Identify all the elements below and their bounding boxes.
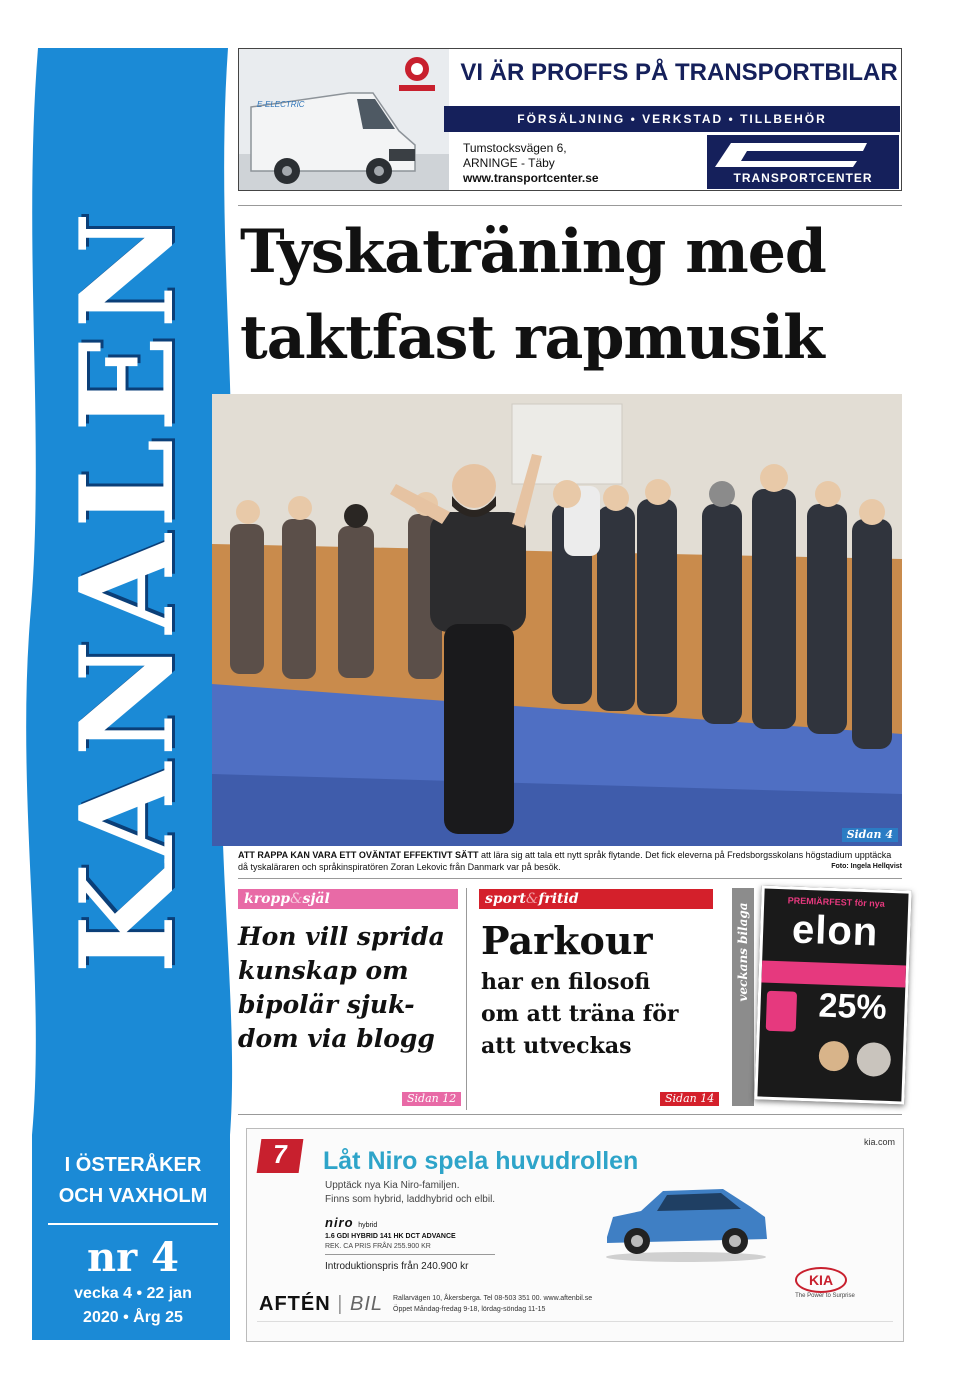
kia-url[interactable]: kia.com bbox=[863, 1137, 895, 1147]
address-line-1: Tumstocksvägen 6, bbox=[463, 141, 567, 155]
supplement-label: veckans bilaga bbox=[736, 902, 750, 1002]
teaser-parkour-title[interactable]: Parkour bbox=[481, 918, 653, 963]
kia-rek-price: REK. CA PRIS FRÅN 255.900 KR bbox=[325, 1243, 431, 1250]
ad-top-headline: VI ÄR PROFFS PÅ TRANSPORTBILAR bbox=[460, 59, 898, 86]
supplement-premiere: PREMIÄRFEST för nya bbox=[787, 895, 885, 909]
main-headline bbox=[240, 217, 900, 373]
logo-text: TRANSPORTCENTER bbox=[733, 171, 873, 185]
dealer-hours: Öppet Måndag-fredag 9-18, lördag-söndag 11-15 bbox=[393, 1306, 546, 1313]
product-icon bbox=[818, 1041, 849, 1072]
logo-mark-icon bbox=[707, 135, 899, 171]
niro-logo bbox=[325, 1215, 377, 1230]
transportcenter-logo bbox=[707, 135, 899, 189]
divider bbox=[238, 1114, 902, 1115]
caption-text: att lära sig att tala ett nytt språk flytande. Det fick eleverna på Fredsborgsskolans högstadium upptäcka då tyskaläraren och språkinspiratören Zoran Lekovic från Danmark var på besök. bbox=[238, 850, 892, 872]
divider bbox=[238, 205, 902, 206]
warranty-badge: 7 bbox=[257, 1139, 304, 1173]
aften-bil-logo: AFTÉN | BIL bbox=[259, 1293, 384, 1315]
teaser-line: om att träna för bbox=[481, 1001, 679, 1027]
teaser-line: dom via blogg bbox=[238, 1024, 435, 1053]
issue-number: nr 4 bbox=[87, 1234, 179, 1281]
dealer-name: AFTÉN bbox=[259, 1293, 331, 1315]
van-image bbox=[239, 49, 449, 190]
ad-top-website[interactable]: www.transportcenter.se bbox=[463, 171, 599, 185]
photo-credit: Foto: Ingela Hellqvist bbox=[831, 863, 902, 870]
photo-page-ref[interactable]: Sidan 4 bbox=[842, 828, 898, 842]
speaker-icon bbox=[766, 991, 797, 1032]
kia-niro-ad[interactable] bbox=[246, 1128, 904, 1342]
van-label: E-ELECTRIC bbox=[257, 100, 305, 109]
teaser-line: att utveckas bbox=[481, 1033, 632, 1059]
kia-subtext bbox=[325, 1179, 495, 1207]
address-line-2: ARNINGE - Täby bbox=[463, 156, 555, 170]
teaser-line: kunskap om bbox=[238, 956, 409, 985]
supplement-side-band bbox=[732, 888, 754, 1106]
classroom-scene bbox=[212, 394, 902, 846]
elon-supplement[interactable] bbox=[754, 885, 911, 1104]
tag-word-2: själ bbox=[302, 891, 330, 907]
supplement-discount: 25% bbox=[817, 986, 888, 1027]
product-icon bbox=[856, 1042, 891, 1077]
divider bbox=[238, 878, 902, 879]
teaser-blog-page-ref[interactable]: Sidan 12 bbox=[402, 1092, 461, 1106]
teaser-line: bipolär sjuk- bbox=[238, 990, 415, 1019]
caption-lead: ATT RAPPA KAN VARA ETT OVÄNTAT EFFEKTIVT SÄTT bbox=[238, 850, 479, 860]
kia-spec: 1.6 GDI HYBRID 141 HK DCT ADVANCE bbox=[325, 1233, 456, 1240]
dealer-info bbox=[393, 1293, 592, 1315]
kia-car-image bbox=[601, 1177, 771, 1263]
niro-wordmark: niro bbox=[325, 1215, 354, 1230]
tag-word-1: kropp bbox=[244, 891, 290, 907]
region-line-1: I ÖSTERÅKER bbox=[64, 1154, 202, 1176]
region-line-2: OCH VAXHOLM bbox=[58, 1185, 208, 1207]
supplement-date-band bbox=[761, 961, 906, 988]
kia-headline: Låt Niro spela huvudrollen bbox=[323, 1147, 639, 1175]
ad-top-address bbox=[463, 141, 599, 186]
masthead bbox=[0, 0, 240, 1378]
date-line-1: vecka 4 • 22 jan bbox=[74, 1285, 192, 1302]
tag-ampersand: & bbox=[290, 891, 303, 907]
dealer-name-bil: BIL bbox=[349, 1293, 384, 1315]
price-divider bbox=[325, 1254, 495, 1255]
masthead-title: KANALEN bbox=[53, 205, 203, 975]
teaser-blog[interactable] bbox=[238, 920, 460, 1056]
column-divider bbox=[466, 888, 467, 1110]
section-tag-sport-fritid[interactable] bbox=[479, 889, 713, 909]
tag-word-1: sport bbox=[485, 891, 526, 907]
photo-caption bbox=[238, 849, 902, 873]
kia-sub-2: Finns som hybrid, laddhybrid och elbil. bbox=[325, 1194, 496, 1205]
tag-ampersand: & bbox=[525, 891, 539, 907]
teaser-parkour-page-ref[interactable]: Sidan 14 bbox=[660, 1092, 719, 1106]
elon-logo: elon bbox=[791, 907, 880, 955]
transportcenter-ad[interactable] bbox=[238, 48, 902, 191]
date-line-2: 2020 • Årg 25 bbox=[83, 1309, 183, 1326]
issue-date bbox=[38, 1282, 228, 1330]
headline-line-1: Tyskaträning med bbox=[240, 217, 826, 287]
teaser-line: Hon vill sprida bbox=[238, 922, 445, 951]
kia-logo: KIA bbox=[795, 1267, 847, 1293]
teaser-parkour[interactable] bbox=[481, 966, 711, 1062]
kia-sub-1: Upptäck nya Kia Niro-familjen. bbox=[325, 1180, 460, 1191]
kia-intro-price: Introduktionspris från 240.900 kr bbox=[325, 1261, 469, 1272]
lead-photo bbox=[212, 394, 902, 846]
ad-top-services: FÖRSÄLJNING • VERKSTAD • TILLBEHÖR bbox=[444, 106, 900, 132]
headline-line-2: taktfast rapmusik bbox=[240, 303, 824, 373]
masthead-region bbox=[38, 1150, 228, 1212]
dealer-address: Rallarvägen 10, Åkersberga. Tel 08-503 351 00. www.aftenbil.se bbox=[393, 1295, 593, 1302]
teaser-line: har en filosofi bbox=[481, 969, 651, 995]
section-tag-kropp-sjal[interactable] bbox=[238, 889, 458, 909]
fineprint-rule bbox=[257, 1321, 893, 1322]
tag-word-2: fritid bbox=[538, 891, 579, 907]
kia-slogan: The Power to Surprise bbox=[795, 1293, 855, 1299]
niro-suffix: hybrid bbox=[358, 1222, 378, 1229]
